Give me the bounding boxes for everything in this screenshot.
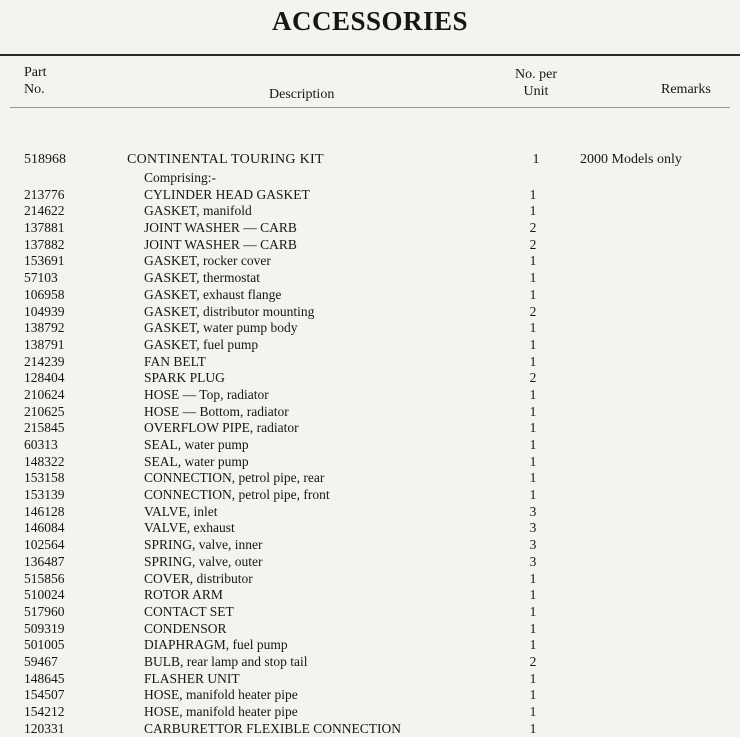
part-no-cell: 154507 [24, 687, 65, 703]
part-no-cell: 120331 [24, 720, 65, 736]
qty-cell: 1 [529, 453, 537, 469]
part-no-cell: 215845 [24, 420, 65, 436]
part-no-cell: 128404 [24, 370, 65, 386]
part-no-cell: 138792 [24, 320, 65, 336]
table-row [0, 554, 740, 571]
table-row [0, 337, 740, 354]
table-row [0, 504, 740, 521]
qty-cell: 1 [529, 603, 537, 619]
description-cell: HOSE, manifold heater pipe [144, 687, 298, 703]
description-cell: VALVE, exhaust [144, 520, 235, 536]
qty-cell: 1 [529, 353, 537, 369]
description-cell: HOSE — Bottom, radiator [144, 403, 289, 419]
description-cell: CONNECTION, petrol pipe, front [144, 487, 330, 503]
column-header-remarks: Remarks [661, 82, 711, 97]
description-cell: SPARK PLUG [144, 370, 225, 386]
description-cell: GASKET, exhaust flange [144, 286, 282, 302]
description-cell: FAN BELT [144, 353, 206, 369]
part-no-cell: 137882 [24, 236, 65, 252]
kit-remarks: 2000 Models only [580, 152, 682, 167]
part-no-cell: 510024 [24, 587, 65, 603]
description-cell: SPRING, valve, inner [144, 537, 263, 553]
description-cell: BULB, rear lamp and stop tail [144, 653, 308, 669]
table-row [0, 370, 740, 387]
no-per-header-line2: Unit [523, 84, 549, 99]
qty-cell: 3 [529, 520, 537, 536]
kit-description: CONTINENTAL TOURING KIT [127, 152, 324, 167]
qty-cell: 3 [529, 537, 537, 553]
qty-cell: 1 [529, 670, 537, 686]
qty-cell: 1 [529, 720, 537, 736]
kit-part-no: 518968 [24, 152, 66, 167]
description-cell: CONNECTION, petrol pipe, rear [144, 470, 325, 486]
table-row [0, 354, 740, 371]
description-cell: ROTOR ARM [144, 587, 223, 603]
description-cell: GASKET, water pump body [144, 320, 298, 336]
part-no-cell: 148322 [24, 453, 65, 469]
table-row [0, 654, 740, 671]
table-row [0, 220, 740, 237]
description-cell: SEAL, water pump [144, 437, 249, 452]
column-header-no-per-unit [505, 66, 567, 100]
part-header-line2: No. [24, 82, 45, 97]
table-row [0, 604, 740, 621]
kit-row [0, 150, 740, 170]
item-rows [0, 187, 740, 737]
table-row [0, 587, 740, 604]
table-row [0, 537, 740, 554]
part-no-cell: 60313 [24, 437, 58, 452]
part-no-cell: 509319 [24, 620, 65, 636]
table-row [0, 437, 740, 454]
column-header-description: Description [269, 87, 335, 102]
qty-cell: 1 [529, 253, 537, 269]
page-title: ACCESSORIES [271, 6, 469, 36]
part-header-line1: Part [24, 65, 47, 80]
qty-cell: 1 [529, 687, 537, 703]
part-no-cell: 136487 [24, 553, 65, 569]
qty-cell: 1 [529, 637, 537, 653]
description-cell: JOINT WASHER — CARB [144, 220, 297, 236]
part-no-cell: 104939 [24, 303, 65, 319]
part-no-cell: 210624 [24, 386, 65, 402]
part-no-cell: 213776 [24, 186, 65, 202]
part-no-cell: 148645 [24, 670, 65, 686]
table-row [0, 571, 740, 588]
description-cell: SPRING, valve, outer [144, 553, 263, 569]
column-header-part-no [24, 64, 47, 98]
table-row [0, 203, 740, 220]
part-no-cell: 515856 [24, 570, 65, 586]
qty-cell: 1 [529, 487, 537, 503]
part-no-cell: 146128 [24, 503, 65, 519]
part-no-cell: 501005 [24, 637, 65, 653]
description-cell: GASKET, fuel pump [144, 336, 259, 352]
table-row [0, 270, 740, 287]
qty-cell: 1 [529, 470, 537, 486]
description-cell: HOSE, manifold heater pipe [144, 704, 298, 719]
part-no-cell: 153139 [24, 487, 65, 503]
table-row [0, 420, 740, 437]
kit-qty: 1 [532, 152, 540, 167]
table-row [0, 454, 740, 471]
table-row [0, 637, 740, 654]
description-cell: HOSE — Top, radiator [144, 386, 269, 402]
qty-cell: 2 [529, 220, 537, 236]
part-no-cell: 106958 [24, 286, 65, 302]
description-cell: SEAL, water pump [144, 453, 249, 469]
description-cell: OVERFLOW PIPE, radiator [144, 420, 299, 436]
part-no-cell: 146084 [24, 520, 65, 536]
table-row [0, 253, 740, 270]
table-row [0, 237, 740, 254]
table-row [0, 304, 740, 321]
part-no-cell: 154212 [24, 704, 65, 719]
qty-cell: 1 [529, 203, 537, 219]
description-cell: GASKET, thermostat [144, 270, 260, 286]
description-cell: FLASHER UNIT [144, 670, 240, 686]
table-row [0, 320, 740, 337]
qty-cell: 1 [529, 403, 537, 419]
comprising-row [0, 170, 740, 187]
no-per-header-line1: No. per [515, 67, 557, 82]
part-no-cell: 137881 [24, 220, 65, 236]
part-no-cell: 214622 [24, 203, 65, 219]
parts-table [0, 150, 740, 737]
header-rule-bottom [10, 107, 730, 108]
table-row [0, 404, 740, 421]
description-cell: CARBURETTOR FLEXIBLE CONNECTION [144, 720, 402, 736]
description-cell: CYLINDER HEAD GASKET [144, 186, 310, 202]
qty-cell: 1 [529, 286, 537, 302]
qty-cell: 2 [529, 370, 537, 386]
table-row [0, 621, 740, 638]
qty-cell: 2 [529, 236, 537, 252]
qty-cell: 1 [529, 704, 537, 719]
table-row [0, 387, 740, 404]
table-row [0, 187, 740, 204]
qty-cell: 1 [529, 270, 537, 286]
qty-cell: 1 [529, 336, 537, 352]
header-rule-top [0, 54, 740, 56]
part-no-cell: 57103 [24, 270, 58, 286]
qty-cell: 1 [529, 386, 537, 402]
description-cell: COVER, distributor [144, 570, 253, 586]
description-cell: GASKET, distributor mounting [144, 303, 315, 319]
table-row [0, 470, 740, 487]
part-no-cell: 153691 [24, 253, 65, 269]
description-cell: CONDENSOR [144, 620, 227, 636]
qty-cell: 1 [529, 620, 537, 636]
qty-cell: 1 [529, 587, 537, 603]
part-no-cell: 59467 [24, 653, 58, 669]
table-row [0, 687, 740, 704]
qty-cell: 3 [529, 553, 537, 569]
description-cell: JOINT WASHER — CARB [144, 236, 297, 252]
table-row [0, 671, 740, 688]
qty-cell: 2 [529, 653, 537, 669]
table-row [0, 520, 740, 537]
table-row [0, 487, 740, 504]
qty-cell: 1 [529, 186, 537, 202]
description-cell: CONTACT SET [144, 603, 234, 619]
description-cell: GASKET, rocker cover [144, 253, 271, 269]
qty-cell: 2 [529, 303, 537, 319]
qty-cell: 1 [529, 570, 537, 586]
part-no-cell: 210625 [24, 403, 65, 419]
qty-cell: 1 [529, 420, 537, 436]
table-row [0, 287, 740, 304]
part-no-cell: 214239 [24, 353, 65, 369]
description-cell: DIAPHRAGM, fuel pump [144, 637, 288, 653]
part-no-cell: 153158 [24, 470, 65, 486]
part-no-cell: 138791 [24, 336, 65, 352]
qty-cell: 1 [529, 320, 537, 336]
description-cell: VALVE, inlet [144, 503, 218, 519]
part-no-cell: 517960 [24, 603, 65, 619]
comprising-label: Comprising:- [144, 170, 217, 185]
part-no-cell: 102564 [24, 537, 65, 553]
qty-cell: 3 [529, 503, 537, 519]
qty-cell: 1 [529, 437, 537, 452]
description-cell: GASKET, manifold [144, 203, 252, 219]
table-row [0, 704, 740, 721]
